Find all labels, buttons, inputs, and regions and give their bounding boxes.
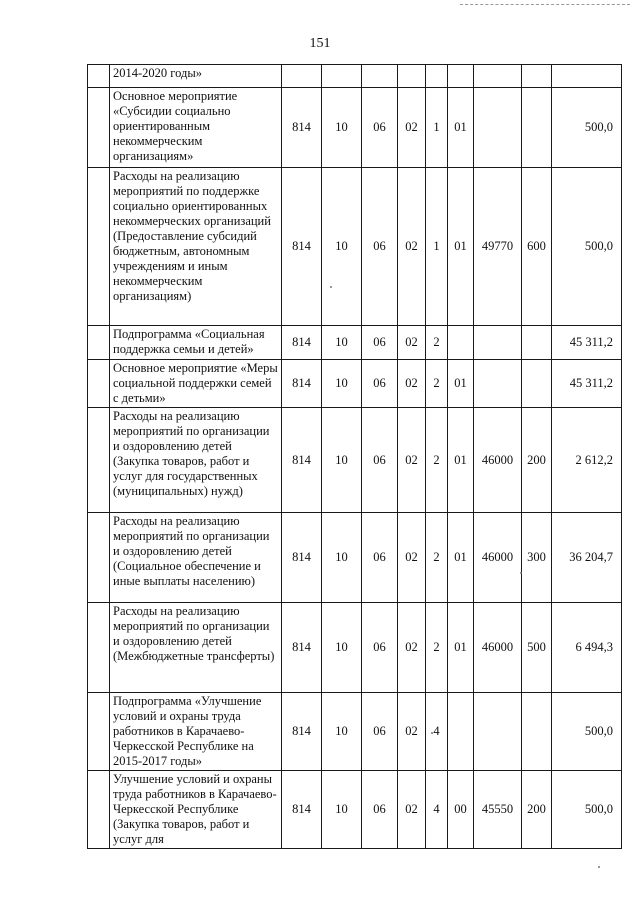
table-row xyxy=(88,693,622,771)
cell-section: 10 xyxy=(322,408,362,513)
cell-ministry: 814 xyxy=(282,408,322,513)
cell-program: 02 xyxy=(398,408,426,513)
cell-subsection: 06 xyxy=(362,603,398,693)
scan-speck xyxy=(330,286,332,288)
cell-direction xyxy=(474,326,522,360)
cell-subprogram: 1 xyxy=(426,88,448,168)
cell-direction: 46000 xyxy=(474,513,522,603)
row-index-cell xyxy=(88,65,110,88)
cell-event: 01 xyxy=(448,513,474,603)
cell-subsection xyxy=(362,65,398,88)
cell-ministry: 814 xyxy=(282,603,322,693)
cell-program: 02 xyxy=(398,603,426,693)
cell-name: Улучшение условий и охраны труда работников в Карачаево-Черкесской Республике (Закупка товаров, работ и услуг для xyxy=(110,771,282,849)
cell-subprogram: 4 xyxy=(426,771,448,849)
cell-direction: 49770 xyxy=(474,168,522,326)
cell-section xyxy=(322,65,362,88)
cell-section: 10 xyxy=(322,326,362,360)
cell-event: 00 xyxy=(448,771,474,849)
table-row xyxy=(88,771,622,849)
cell-section: 10 xyxy=(322,88,362,168)
cell-program xyxy=(398,65,426,88)
cell-event: 01 xyxy=(448,360,474,408)
cell-subsection: 06 xyxy=(362,168,398,326)
table-row xyxy=(88,408,622,513)
cell-ministry: 814 xyxy=(282,513,322,603)
cell-section: 10 xyxy=(322,360,362,408)
cell-program: 02 xyxy=(398,326,426,360)
row-index-cell xyxy=(88,771,110,849)
row-index-cell xyxy=(88,603,110,693)
scan-speck xyxy=(520,572,522,574)
cell-subprogram: 2 xyxy=(426,326,448,360)
cell-ministry: 814 xyxy=(282,168,322,326)
cell-subsection: 06 xyxy=(362,771,398,849)
cell-subsection: 06 xyxy=(362,88,398,168)
cell-subprogram: 4 xyxy=(426,693,448,771)
table-row xyxy=(88,360,622,408)
cell-section: 10 xyxy=(322,513,362,603)
cell-program: 02 xyxy=(398,513,426,603)
page-number: 151 xyxy=(309,36,331,51)
cell-name: Подпрограмма «Социальная поддержка семьи и детей» xyxy=(110,326,282,360)
cell-subprogram: 2 xyxy=(426,360,448,408)
cell-ministry xyxy=(282,65,322,88)
cell-amount: 36 204,7 xyxy=(552,513,622,603)
cell-event: 01 xyxy=(448,88,474,168)
cell-event xyxy=(448,326,474,360)
table-row xyxy=(88,513,622,603)
cell-expense-type: 300 xyxy=(522,513,552,603)
cell-expense-type: 600 xyxy=(522,168,552,326)
cell-event: 01 xyxy=(448,168,474,326)
cell-amount: 500,0 xyxy=(552,88,622,168)
cell-expense-type: 500 xyxy=(522,603,552,693)
cell-name: Основное мероприятие «Меры социальной поддержки семей с детьми» xyxy=(110,360,282,408)
cell-program: 02 xyxy=(398,88,426,168)
row-index-cell xyxy=(88,360,110,408)
cell-expense-type xyxy=(522,360,552,408)
cell-subprogram: 2 xyxy=(426,408,448,513)
scan-speck xyxy=(431,732,433,734)
cell-program: 02 xyxy=(398,360,426,408)
cell-name: Основное мероприятие «Субсидии социально ориентированным некоммерческим организациям» xyxy=(110,88,282,168)
cell-name: 2014-2020 годы» xyxy=(110,65,282,88)
cell-section: 10 xyxy=(322,771,362,849)
cell-name: Подпрограмма «Улучшение условий и охраны труда работников в Карачаево-Черкесской Республике на 2015-2017 годы» xyxy=(110,693,282,771)
cell-expense-type: 200 xyxy=(522,408,552,513)
cell-event xyxy=(448,693,474,771)
cell-expense-type: 200 xyxy=(522,771,552,849)
cell-direction xyxy=(474,360,522,408)
table-row xyxy=(88,326,622,360)
cell-event: 01 xyxy=(448,408,474,513)
cell-direction: 46000 xyxy=(474,603,522,693)
cell-event xyxy=(448,65,474,88)
cell-subsection: 06 xyxy=(362,360,398,408)
cell-section: 10 xyxy=(322,168,362,326)
cell-amount: 6 494,3 xyxy=(552,603,622,693)
cell-direction: 45550 xyxy=(474,771,522,849)
cell-direction: 46000 xyxy=(474,408,522,513)
cell-section: 10 xyxy=(322,603,362,693)
cell-subsection: 06 xyxy=(362,693,398,771)
cell-name: Расходы на реализацию мероприятий по организации и оздоровлению детей (Социальное обеспечение и иные выплаты населению) xyxy=(110,513,282,603)
budget-table xyxy=(87,64,622,849)
cell-subsection: 06 xyxy=(362,408,398,513)
cell-amount: 2 612,2 xyxy=(552,408,622,513)
cell-subprogram: 1 xyxy=(426,168,448,326)
cell-name: Расходы на реализацию мероприятий по организации и оздоровлению детей (Межбюджетные трансферты) xyxy=(110,603,282,693)
cell-expense-type xyxy=(522,65,552,88)
cell-amount: 45 311,2 xyxy=(552,360,622,408)
table-row xyxy=(88,603,622,693)
cell-direction xyxy=(474,65,522,88)
cell-amount: 500,0 xyxy=(552,771,622,849)
cell-subprogram: 2 xyxy=(426,603,448,693)
row-index-cell xyxy=(88,326,110,360)
cell-subsection: 06 xyxy=(362,513,398,603)
row-index-cell xyxy=(88,168,110,326)
cell-program: 02 xyxy=(398,771,426,849)
cell-ministry: 814 xyxy=(282,771,322,849)
cell-expense-type xyxy=(522,326,552,360)
row-index-cell xyxy=(88,408,110,513)
cell-section: 10 xyxy=(322,693,362,771)
cell-subprogram: 2 xyxy=(426,513,448,603)
cell-name: Расходы на реализацию мероприятий по поддержке социально ориентированных некоммерческих организаций (Предоставление субсидий бюджетным, автономным учреждениям и иным некоммерческим организациям) xyxy=(110,168,282,326)
cell-ministry: 814 xyxy=(282,693,322,771)
cell-direction xyxy=(474,693,522,771)
cell-expense-type xyxy=(522,693,552,771)
cell-amount: 45 311,2 xyxy=(552,326,622,360)
cell-program: 02 xyxy=(398,168,426,326)
table-row xyxy=(88,168,622,326)
cell-program: 02 xyxy=(398,693,426,771)
scan-speck xyxy=(598,866,600,868)
cell-amount xyxy=(552,65,622,88)
cell-ministry: 814 xyxy=(282,360,322,408)
row-index-cell xyxy=(88,693,110,771)
cell-direction xyxy=(474,88,522,168)
cell-name: Расходы на реализацию мероприятий по организации и оздоровлению детей (Закупка товаров, работ и услуг для государственных (муниципальных) нужд) xyxy=(110,408,282,513)
table-row xyxy=(88,88,622,168)
row-index-cell xyxy=(88,513,110,603)
cell-expense-type xyxy=(522,88,552,168)
cell-amount: 500,0 xyxy=(552,693,622,771)
cell-ministry: 814 xyxy=(282,88,322,168)
table-body xyxy=(88,65,622,849)
scan-artifact-line xyxy=(460,4,630,5)
cell-subsection: 06 xyxy=(362,326,398,360)
cell-amount: 500,0 xyxy=(552,168,622,326)
cell-subprogram xyxy=(426,65,448,88)
row-index-cell xyxy=(88,88,110,168)
cell-event: 01 xyxy=(448,603,474,693)
table-row xyxy=(88,65,622,88)
cell-ministry: 814 xyxy=(282,326,322,360)
